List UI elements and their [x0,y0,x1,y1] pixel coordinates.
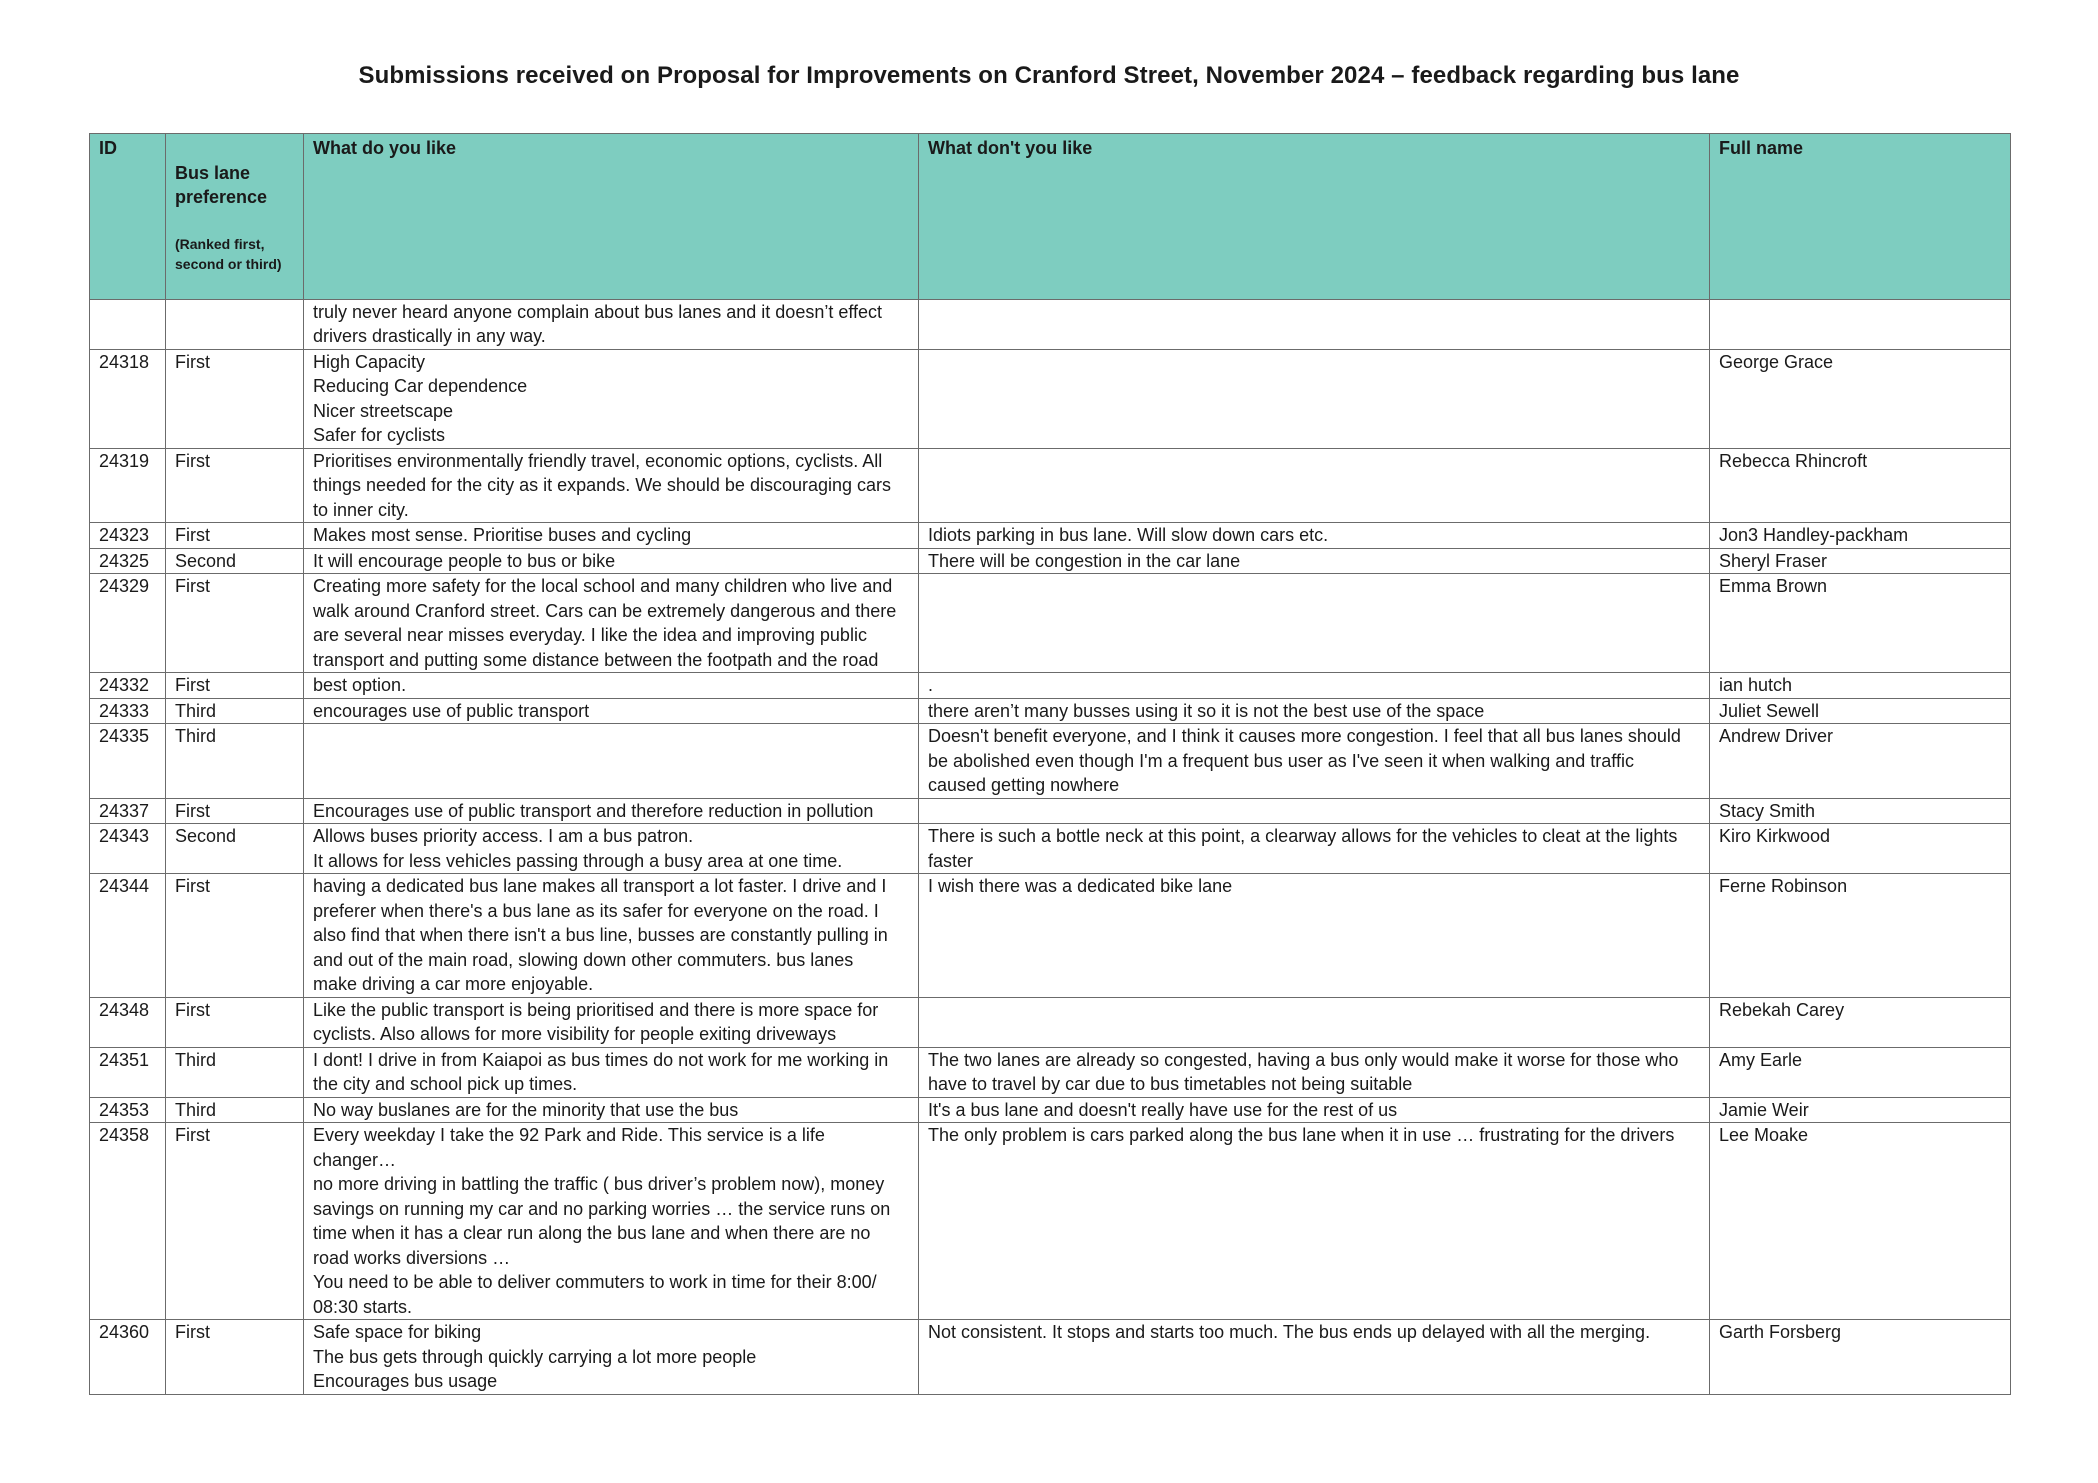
cell-id: 24337 [90,798,166,824]
cell-name: Lee Moake [1710,1123,2011,1320]
cell-id: 24323 [90,523,166,549]
cell-id: 24344 [90,874,166,998]
table-row [90,874,2011,998]
cell-preference: First [166,874,304,998]
cell-name: Rebekah Carey [1710,997,2011,1047]
cell-dislike: there aren’t many busses using it so it is not the best use of the space [919,698,1710,724]
cell-preference: First [166,1320,304,1395]
table-row [90,1123,2011,1320]
cell-id: 24318 [90,349,166,448]
table-row [90,673,2011,699]
cell-like: High Capacity Reducing Car dependence Nicer streetscape Safer for cyclists [304,349,919,448]
cell-like: Every weekday I take the 92 Park and Ride. This service is a life changer… no more driving in battling the traffic ( bus driver’s problem now), money savings on running my car and no parking worries … the service runs on time when it has a clear run along the bus lane and when there are no road works diversions … You need to be able to deliver commuters to work in time for their 8:00/ 08:30 starts. [304,1123,919,1320]
column-header-id: ID [90,134,166,300]
cell-preference: First [166,448,304,523]
cell-id [90,299,166,349]
cell-like: Prioritises environmentally friendly travel, economic options, cyclists. All things needed for the city as it expands. We should be discouraging cars to inner city. [304,448,919,523]
cell-like: best option. [304,673,919,699]
cell-preference: First [166,523,304,549]
cell-preference: Third [166,1047,304,1097]
cell-name: Sheryl Fraser [1710,548,2011,574]
cell-preference: Third [166,724,304,799]
cell-id: 24348 [90,997,166,1047]
cell-dislike: The only problem is cars parked along the bus lane when it in use … frustrating for the drivers [919,1123,1710,1320]
cell-id: 24332 [90,673,166,699]
cell-preference: First [166,1123,304,1320]
cell-id: 24360 [90,1320,166,1395]
cell-name: Stacy Smith [1710,798,2011,824]
cell-dislike [919,349,1710,448]
cell-name: Kiro Kirkwood [1710,824,2011,874]
cell-dislike: Not consistent. It stops and starts too much. The bus ends up delayed with all the merging. [919,1320,1710,1395]
cell-like: Makes most sense. Prioritise buses and cycling [304,523,919,549]
cell-dislike [919,299,1710,349]
table-body [90,299,2011,1394]
cell-name: George Grace [1710,349,2011,448]
column-header-like: What do you like [304,134,919,300]
cell-preference: Third [166,1097,304,1123]
cell-name: Andrew Driver [1710,724,2011,799]
cell-name: ian hutch [1710,673,2011,699]
cell-name: Jon3 Handley-packham [1710,523,2011,549]
cell-like: Allows buses priority access. I am a bus patron. It allows for less vehicles passing through a busy area at one time. [304,824,919,874]
cell-dislike: It's a bus lane and doesn't really have use for the rest of us [919,1097,1710,1123]
cell-id: 24353 [90,1097,166,1123]
header-row [90,134,2011,300]
table-row [90,1047,2011,1097]
table-row [90,1320,2011,1395]
table-row [90,997,2011,1047]
cell-preference: First [166,673,304,699]
cell-name: Emma Brown [1710,574,2011,673]
table-row [90,448,2011,523]
cell-like: encourages use of public transport [304,698,919,724]
cell-like: Creating more safety for the local school and many children who live and walk around Cranford street. Cars can be extremely dangerous and there are several near misses everyday. I like the idea and improving public transport and putting some distance between the footpath and the road [304,574,919,673]
cell-like: No way buslanes are for the minority that use the bus [304,1097,919,1123]
column-header-name: Full name [1710,134,2011,300]
cell-like: I dont! I drive in from Kaiapoi as bus times do not work for me working in the city and school pick up times. [304,1047,919,1097]
cell-name: Jamie Weir [1710,1097,2011,1123]
cell-like: Encourages use of public transport and therefore reduction in pollution [304,798,919,824]
table-row [90,523,2011,549]
cell-like: It will encourage people to bus or bike [304,548,919,574]
cell-preference [166,299,304,349]
cell-name: Rebecca Rhincroft [1710,448,2011,523]
cell-id: 24325 [90,548,166,574]
preference-header-note: (Ranked first, second or third) [175,236,282,272]
cell-dislike: There will be congestion in the car lane [919,548,1710,574]
cell-id: 24329 [90,574,166,673]
preference-header-label: Bus lane preference [175,162,268,207]
cell-dislike [919,574,1710,673]
column-header-preference [166,134,304,300]
table-header [90,134,2011,300]
cell-preference: Second [166,824,304,874]
table-row [90,824,2011,874]
cell-dislike [919,997,1710,1047]
cell-dislike: The two lanes are already so congested, having a bus only would make it worse for those who have to travel by car due to bus timetables not being suitable [919,1047,1710,1097]
cell-like [304,724,919,799]
cell-like: having a dedicated bus lane makes all transport a lot faster. I drive and I preferer when there's a bus lane as its safer for everyone on the road. I also find that when there isn't a bus line, busses are constantly pulling in and out of the main road, slowing down other commuters. bus lanes make driving a car more enjoyable. [304,874,919,998]
cell-preference: Third [166,698,304,724]
table-row [90,698,2011,724]
table-row [90,349,2011,448]
cell-preference: First [166,349,304,448]
cell-id: 24343 [90,824,166,874]
cell-like: truly never heard anyone complain about bus lanes and it doesn’t effect drivers drastically in any way. [304,299,919,349]
cell-dislike [919,448,1710,523]
table-row [90,548,2011,574]
cell-id: 24351 [90,1047,166,1097]
cell-like: Like the public transport is being prioritised and there is more space for cyclists. Also allows for more visibility for people exiting driveways [304,997,919,1047]
cell-dislike: . [919,673,1710,699]
cell-preference: First [166,574,304,673]
table-row [90,798,2011,824]
cell-like: Safe space for biking The bus gets through quickly carrying a lot more people Encourages bus usage [304,1320,919,1395]
feedback-table [89,133,2011,1395]
cell-dislike: There is such a bottle neck at this point, a clearway allows for the vehicles to cleat at the lights faster [919,824,1710,874]
cell-name: Amy Earle [1710,1047,2011,1097]
cell-preference: Second [166,548,304,574]
table-row [90,299,2011,349]
column-header-dislike: What don't you like [919,134,1710,300]
cell-preference: First [166,997,304,1047]
cell-dislike: Doesn't benefit everyone, and I think it causes more congestion. I feel that all bus lanes should be abolished even though I'm a frequent bus user as I've seen it when walking and traffic caused getting nowhere [919,724,1710,799]
cell-name: Juliet Sewell [1710,698,2011,724]
cell-id: 24358 [90,1123,166,1320]
cell-id: 24319 [90,448,166,523]
page-title: Submissions received on Proposal for Improvements on Cranford Street, November 2024 – feedback regarding bus lane [358,62,1740,89]
table-row [90,574,2011,673]
table-row [90,724,2011,799]
cell-id: 24333 [90,698,166,724]
cell-dislike: Idiots parking in bus lane. Will slow down cars etc. [919,523,1710,549]
cell-preference: First [166,798,304,824]
cell-dislike [919,798,1710,824]
cell-name: Garth Forsberg [1710,1320,2011,1395]
cell-id: 24335 [90,724,166,799]
cell-name [1710,299,2011,349]
table-row [90,1097,2011,1123]
cell-dislike: I wish there was a dedicated bike lane [919,874,1710,998]
cell-name: Ferne Robinson [1710,874,2011,998]
